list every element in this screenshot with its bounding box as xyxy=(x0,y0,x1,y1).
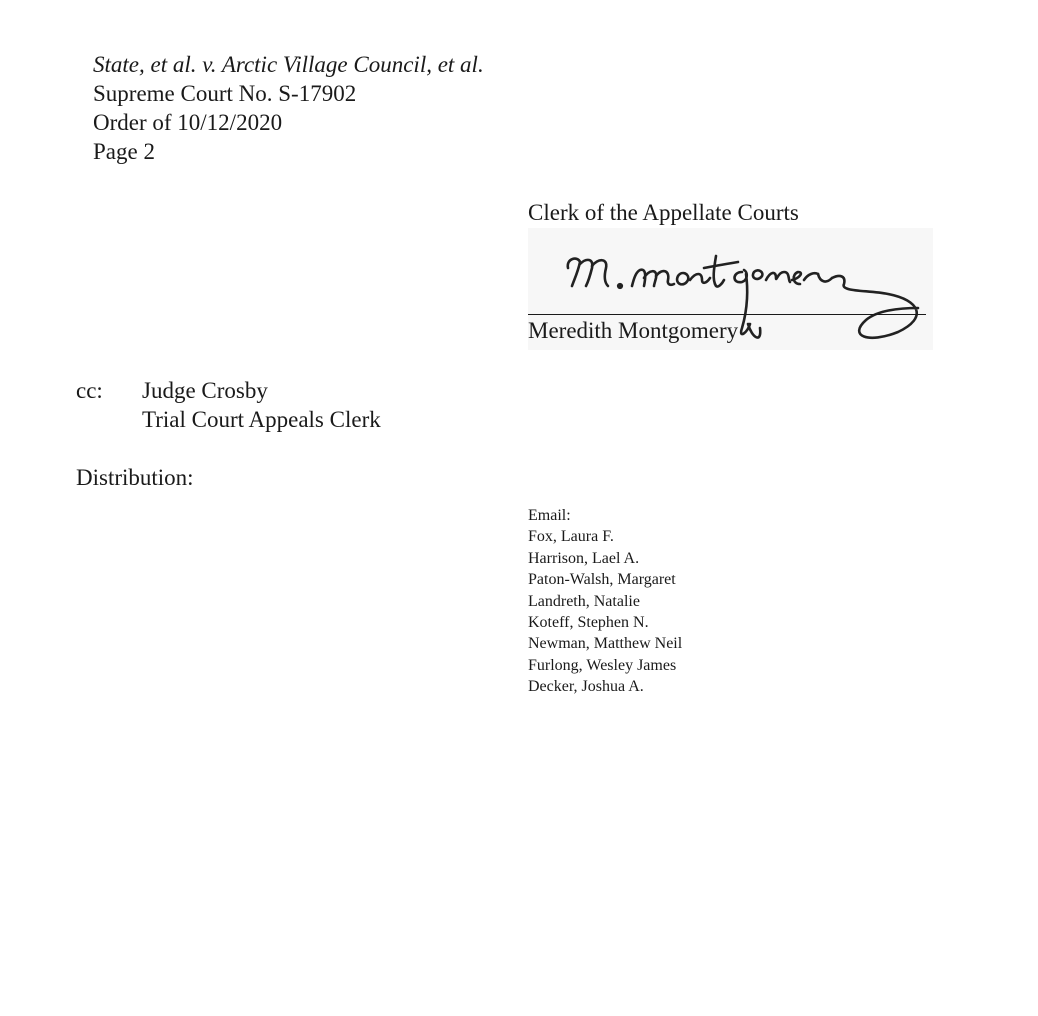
page-number: Page 2 xyxy=(93,139,155,164)
email-recipient: Landreth, Natalie xyxy=(528,592,640,610)
clerk-title: Clerk of the Appellate Courts xyxy=(528,200,799,225)
cc-label: cc: xyxy=(76,378,103,403)
distribution-label: Distribution: xyxy=(76,465,194,490)
email-recipient: Paton-Walsh, Margaret xyxy=(528,571,676,589)
cc-recipient: Judge Crosby xyxy=(142,378,268,403)
email-recipient: Furlong, Wesley James xyxy=(528,656,677,674)
email-recipient: Fox, Laura F. xyxy=(528,528,614,546)
cc-recipient-list xyxy=(142,376,381,434)
email-recipient: Koteff, Stephen N. xyxy=(528,614,649,632)
signature-line xyxy=(528,314,926,315)
email-recipient: Harrison, Lael A. xyxy=(528,549,640,567)
email-label: Email: xyxy=(528,507,571,524)
case-caption: State, et al. v. Arctic Village Council, et al. xyxy=(93,52,484,77)
email-distribution-list xyxy=(528,505,682,698)
email-recipient: Decker, Joshua A. xyxy=(528,678,644,696)
clerk-block xyxy=(528,198,938,227)
email-recipient: Newman, Matthew Neil xyxy=(528,635,683,653)
signer-name: Meredith Montgomery xyxy=(528,318,739,343)
cc-recipient: Trial Court Appeals Clerk xyxy=(142,407,381,432)
case-header xyxy=(93,50,484,166)
order-date: Order of 10/12/2020 xyxy=(93,110,283,135)
case-number: Supreme Court No. S-17902 xyxy=(93,81,357,106)
